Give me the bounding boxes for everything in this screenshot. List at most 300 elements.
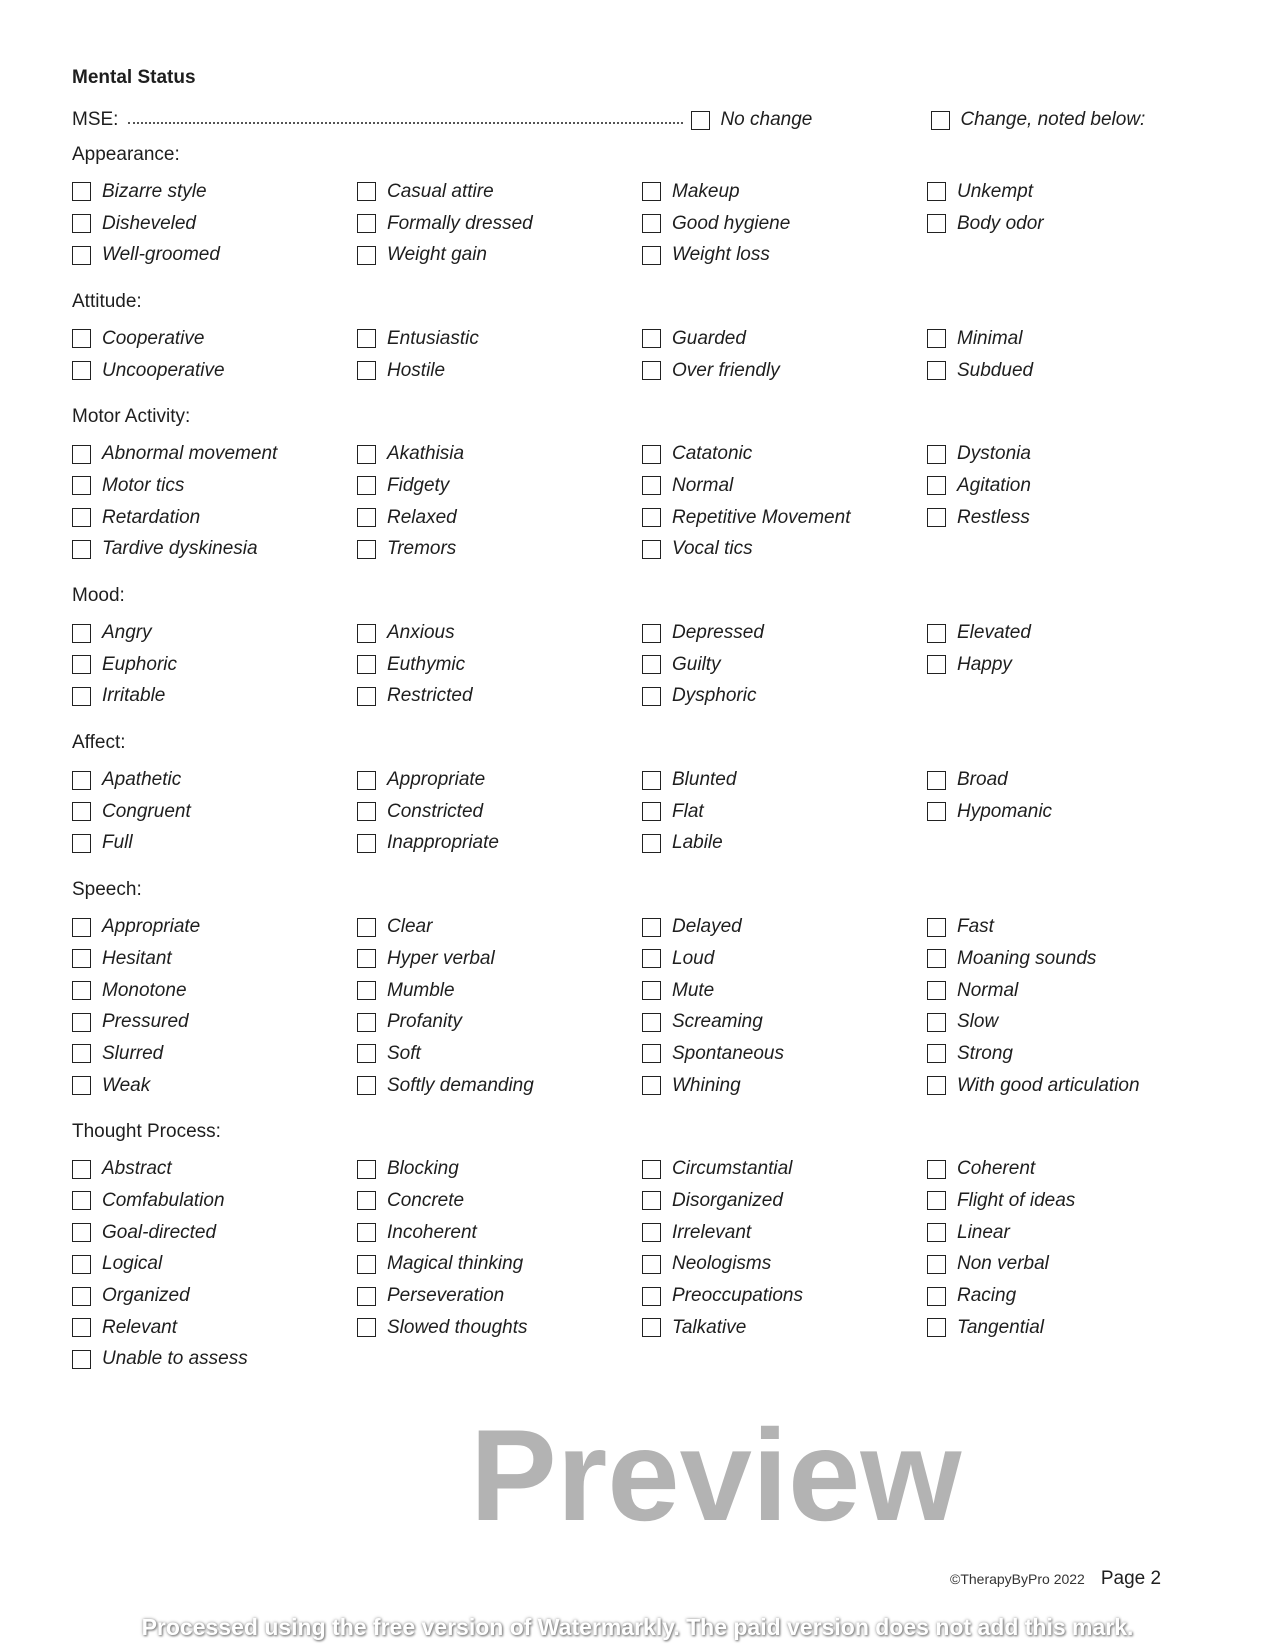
checkbox-item[interactable] xyxy=(357,1185,642,1217)
checkbox-icon[interactable] xyxy=(927,771,946,790)
checkbox-grid xyxy=(72,323,1232,386)
checkbox-label: Vocal tics xyxy=(672,538,753,560)
checkbox-icon[interactable] xyxy=(72,1013,91,1032)
checkbox-icon[interactable] xyxy=(642,1318,661,1337)
checkbox-icon[interactable] xyxy=(72,802,91,821)
checkbox-label: Unable to assess xyxy=(102,1348,248,1370)
section-heading: Motor Activity: xyxy=(72,406,191,428)
checkbox-label: Restricted xyxy=(387,685,473,707)
checkbox-item[interactable] xyxy=(357,649,642,681)
checklist-sections xyxy=(72,134,1232,1385)
checkbox-icon[interactable] xyxy=(72,981,91,1000)
checkbox-icon[interactable] xyxy=(642,214,661,233)
checkbox-label: Repetitive Movement xyxy=(672,506,851,528)
section-heading: Affect: xyxy=(72,732,126,754)
checkbox-item[interactable] xyxy=(642,534,927,566)
checkbox-icon[interactable] xyxy=(927,329,946,348)
option-label: No change xyxy=(720,109,813,130)
checkbox-item[interactable] xyxy=(642,1185,927,1217)
checkbox-icon[interactable] xyxy=(927,802,946,821)
checkbox-icon[interactable] xyxy=(357,476,376,495)
checkbox-label: Goal-directed xyxy=(102,1221,217,1243)
checkbox-icon[interactable] xyxy=(72,1044,91,1063)
checkbox-label: Moaning sounds xyxy=(957,947,1097,969)
checkbox-label: Anxious xyxy=(387,622,455,644)
checkbox-icon[interactable] xyxy=(642,1160,661,1179)
checkbox-icon[interactable] xyxy=(927,949,946,968)
checkbox-item[interactable] xyxy=(72,176,357,208)
checkbox-item[interactable] xyxy=(72,208,357,240)
checkbox-item[interactable] xyxy=(72,764,357,796)
checkbox-item[interactable] xyxy=(72,1070,357,1102)
checkbox-item[interactable] xyxy=(72,828,357,860)
checkbox-item[interactable] xyxy=(357,828,642,860)
checkbox-icon[interactable] xyxy=(642,834,661,853)
checkbox-icon[interactable] xyxy=(642,918,661,937)
checkbox-item[interactable] xyxy=(927,1217,1232,1249)
checkbox-icon[interactable] xyxy=(927,1223,946,1242)
checkbox-item[interactable] xyxy=(357,796,642,828)
checkbox-icon[interactable] xyxy=(72,1318,91,1337)
checkbox-icon[interactable] xyxy=(927,476,946,495)
checkbox-item[interactable] xyxy=(927,502,1232,534)
checkbox-icon[interactable] xyxy=(642,1013,661,1032)
checkbox-item[interactable] xyxy=(927,911,1232,943)
checkbox-icon[interactable] xyxy=(642,182,661,201)
checkbox-item[interactable] xyxy=(357,534,642,566)
checkbox-icon[interactable] xyxy=(642,624,661,643)
checkbox-label: Weight gain xyxy=(387,244,487,266)
checkbox-grid xyxy=(72,438,1232,565)
checkbox-icon[interactable] xyxy=(927,655,946,674)
checkbox-icon[interactable] xyxy=(642,771,661,790)
checkbox-icon[interactable] xyxy=(642,329,661,348)
checkbox-item[interactable] xyxy=(357,1006,642,1038)
checkbox-icon[interactable] xyxy=(927,1013,946,1032)
checkbox-icon[interactable] xyxy=(927,182,946,201)
checkbox-item[interactable] xyxy=(642,943,927,975)
checkbox-icon[interactable] xyxy=(72,214,91,233)
checkbox-icon[interactable] xyxy=(927,1191,946,1210)
checkbox-item[interactable] xyxy=(72,438,357,470)
checkbox-icon[interactable] xyxy=(642,1191,661,1210)
checkbox-item[interactable] xyxy=(642,502,927,534)
checkbox-label: Circumstantial xyxy=(672,1158,793,1180)
checkbox-icon[interactable] xyxy=(927,508,946,527)
checkbox-icon[interactable] xyxy=(642,655,661,674)
checkbox-icon[interactable] xyxy=(357,1044,376,1063)
checkbox-item[interactable] xyxy=(642,1070,927,1102)
checkbox-item[interactable] xyxy=(927,1006,1232,1038)
checkbox-item[interactable] xyxy=(72,1280,357,1312)
checkbox-item[interactable] xyxy=(357,764,642,796)
checkbox-item[interactable] xyxy=(357,502,642,534)
section-heading: Mood: xyxy=(72,585,125,607)
checkbox-item[interactable] xyxy=(642,617,927,649)
checkbox-icon[interactable] xyxy=(357,981,376,1000)
checkbox-item[interactable] xyxy=(357,176,642,208)
checkbox-item[interactable] xyxy=(72,1185,357,1217)
checkbox-label: Racing xyxy=(957,1285,1017,1307)
checkbox-icon[interactable] xyxy=(72,834,91,853)
watermarkly-notice: Processed using the free version of Watermarkly. The paid version does not add this mark. xyxy=(141,1614,1134,1640)
checkbox-item[interactable] xyxy=(72,649,357,681)
checkbox-item[interactable] xyxy=(72,617,357,649)
checkbox-label: Strong xyxy=(957,1042,1013,1064)
checkbox-icon[interactable] xyxy=(72,1160,91,1179)
checkbox-label: Talkative xyxy=(672,1316,747,1338)
checkbox-icon[interactable] xyxy=(927,1318,946,1337)
checkbox-item[interactable] xyxy=(642,796,927,828)
section-heading: Thought Process: xyxy=(72,1121,221,1143)
checkbox-item[interactable] xyxy=(357,1038,642,1070)
checkbox-item[interactable] xyxy=(72,796,357,828)
checkbox-item[interactable] xyxy=(357,975,642,1007)
checkbox-grid xyxy=(72,176,1232,271)
checkbox-grid xyxy=(72,1153,1232,1375)
checkbox-item[interactable] xyxy=(642,1038,927,1070)
checkbox-item[interactable] xyxy=(357,470,642,502)
checkbox-item[interactable] xyxy=(927,943,1232,975)
option-label: Change, noted below: xyxy=(960,109,1146,130)
section-thought-process xyxy=(72,1111,1232,1385)
checkbox-item[interactable] xyxy=(642,323,927,355)
checkbox-label: Delayed xyxy=(672,916,742,938)
checkbox-item[interactable] xyxy=(642,1249,927,1281)
checkbox-label: Makeup xyxy=(672,180,740,202)
checkbox-item[interactable] xyxy=(357,911,642,943)
checkbox-item[interactable] xyxy=(642,208,927,240)
checkbox-grid xyxy=(72,617,1232,712)
checkbox-label: Normal xyxy=(957,979,1019,1001)
checkbox-icon[interactable] xyxy=(72,329,91,348)
checkbox-icon[interactable] xyxy=(642,1223,661,1242)
checkbox-icon[interactable] xyxy=(642,1255,661,1274)
checkbox-icon[interactable] xyxy=(642,476,661,495)
checkbox-label: Guilty xyxy=(672,653,721,675)
checkbox-item[interactable] xyxy=(357,239,642,271)
checkbox-icon[interactable] xyxy=(357,949,376,968)
checkbox-icon[interactable] xyxy=(72,771,91,790)
checkbox-item[interactable] xyxy=(642,470,927,502)
checkbox-item[interactable] xyxy=(357,438,642,470)
checkbox-label: Clear xyxy=(387,916,433,938)
checkbox-icon[interactable] xyxy=(927,445,946,464)
checkbox-icon[interactable] xyxy=(357,1013,376,1032)
checkbox-label: Weak xyxy=(102,1074,151,1096)
checkbox-item[interactable] xyxy=(927,649,1232,681)
mse-row xyxy=(72,107,1212,133)
checkbox-item[interactable] xyxy=(927,1249,1232,1281)
section-spacer xyxy=(72,859,1232,869)
checkbox-icon[interactable] xyxy=(72,540,91,559)
checkbox-item[interactable] xyxy=(927,1038,1232,1070)
checkbox-icon[interactable] xyxy=(642,246,661,265)
checkbox-icon[interactable] xyxy=(357,1223,376,1242)
checkbox-label: Coherent xyxy=(957,1158,1036,1180)
checkbox-icon[interactable] xyxy=(927,1160,946,1179)
checkbox-item[interactable] xyxy=(72,681,357,713)
checkbox-icon[interactable] xyxy=(72,1350,91,1369)
checkbox-label: Minimal xyxy=(957,327,1023,349)
checkbox-icon[interactable] xyxy=(927,1076,946,1095)
checkbox-icon[interactable] xyxy=(72,476,91,495)
checkbox-icon[interactable] xyxy=(72,1255,91,1274)
checkbox-icon[interactable] xyxy=(357,214,376,233)
checkbox-item[interactable] xyxy=(642,1217,927,1249)
checkbox-icon[interactable] xyxy=(357,1318,376,1337)
checkbox-label: Angry xyxy=(102,622,152,644)
checkbox-item[interactable] xyxy=(642,764,927,796)
checkbox-label: Akathisia xyxy=(387,443,465,465)
checkbox-icon[interactable] xyxy=(691,111,710,130)
checkbox-icon[interactable] xyxy=(357,624,376,643)
checkbox-icon[interactable] xyxy=(72,508,91,527)
checkbox-item[interactable] xyxy=(357,1217,642,1249)
section-spacer xyxy=(72,1101,1232,1111)
checkbox-grid xyxy=(72,911,1232,1101)
section-mood xyxy=(72,575,1232,722)
checkbox-label: Depressed xyxy=(672,622,764,644)
page-number: Page 2 xyxy=(1100,1568,1162,1589)
change-noted-checkbox[interactable] xyxy=(931,109,1145,131)
checkbox-item[interactable] xyxy=(72,1038,357,1070)
checkbox-icon[interactable] xyxy=(642,1044,661,1063)
checkbox-icon[interactable] xyxy=(357,655,376,674)
checkbox-label: Happy xyxy=(957,653,1012,675)
checkbox-item[interactable] xyxy=(927,176,1232,208)
checkbox-item[interactable] xyxy=(927,1070,1232,1102)
checkbox-icon[interactable] xyxy=(642,508,661,527)
checkbox-item[interactable] xyxy=(357,1153,642,1185)
checkbox-label: Hesitant xyxy=(102,947,172,969)
checkbox-icon[interactable] xyxy=(642,687,661,706)
checkbox-icon[interactable] xyxy=(72,246,91,265)
checkbox-item[interactable] xyxy=(357,943,642,975)
checkbox-item[interactable] xyxy=(72,470,357,502)
no-change-checkbox[interactable] xyxy=(691,109,931,131)
checkbox-label: Flight of ideas xyxy=(957,1189,1076,1211)
checkbox-label: Slurred xyxy=(102,1042,164,1064)
checkbox-icon[interactable] xyxy=(357,361,376,380)
checkbox-label: Hypomanic xyxy=(957,800,1053,822)
checkbox-icon[interactable] xyxy=(72,1223,91,1242)
section-spacer xyxy=(72,386,1232,396)
checkbox-item[interactable] xyxy=(927,975,1232,1007)
checkbox-label: Perseveration xyxy=(387,1285,505,1307)
checkbox-icon[interactable] xyxy=(72,624,91,643)
checkbox-label: Restless xyxy=(957,506,1030,528)
checkbox-icon[interactable] xyxy=(927,1044,946,1063)
checkbox-label: Relaxed xyxy=(387,506,457,528)
preview-watermark: Preview xyxy=(470,1402,962,1548)
checkbox-icon[interactable] xyxy=(72,918,91,937)
checkbox-item[interactable] xyxy=(927,796,1232,828)
checkbox-item[interactable] xyxy=(72,943,357,975)
checkbox-item[interactable] xyxy=(642,355,927,387)
checkbox-icon[interactable] xyxy=(927,214,946,233)
checkbox-label: Tangential xyxy=(957,1316,1044,1338)
checkbox-icon[interactable] xyxy=(357,771,376,790)
checkbox-icon[interactable] xyxy=(72,1191,91,1210)
checkbox-label: Inappropriate xyxy=(387,832,499,854)
checkbox-item[interactable] xyxy=(72,323,357,355)
checkbox-label: Slow xyxy=(957,1011,999,1033)
checkbox-label: Magical thinking xyxy=(387,1253,524,1275)
checkbox-item[interactable] xyxy=(72,502,357,534)
checkbox-label: Over friendly xyxy=(672,359,780,381)
checkbox-item[interactable] xyxy=(642,1153,927,1185)
checkbox-icon[interactable] xyxy=(72,1287,91,1306)
checkbox-item[interactable] xyxy=(927,355,1232,387)
checkbox-icon[interactable] xyxy=(357,918,376,937)
checkbox-label: Blocking xyxy=(387,1158,459,1180)
checkbox-item[interactable] xyxy=(72,1312,357,1344)
checkbox-item[interactable] xyxy=(642,681,927,713)
checkbox-item[interactable] xyxy=(357,1312,642,1344)
checkbox-item[interactable] xyxy=(72,1344,357,1376)
checkbox-item[interactable] xyxy=(357,1249,642,1281)
checkbox-label: Cooperative xyxy=(102,327,205,349)
checkbox-item[interactable] xyxy=(927,208,1232,240)
copyright: ©TherapyByPro 2022 xyxy=(950,1571,1085,1587)
checkbox-item[interactable] xyxy=(357,323,642,355)
checkbox-label: Disheveled xyxy=(102,212,196,234)
checkbox-icon[interactable] xyxy=(357,540,376,559)
checkbox-item[interactable] xyxy=(357,1280,642,1312)
checkbox-icon[interactable] xyxy=(642,802,661,821)
checkbox-item[interactable] xyxy=(642,1280,927,1312)
checkbox-label: Neologisms xyxy=(672,1253,772,1275)
checkbox-icon[interactable] xyxy=(357,182,376,201)
checkbox-item[interactable] xyxy=(927,1280,1232,1312)
checkbox-item[interactable] xyxy=(357,1070,642,1102)
checkbox-item[interactable] xyxy=(927,1312,1232,1344)
checkbox-icon[interactable] xyxy=(357,1076,376,1095)
checkbox-item[interactable] xyxy=(72,355,357,387)
checkbox-item[interactable] xyxy=(72,1153,357,1185)
checkbox-icon[interactable] xyxy=(357,687,376,706)
checkbox-item[interactable] xyxy=(642,828,927,860)
checkbox-icon[interactable] xyxy=(72,361,91,380)
checkbox-icon[interactable] xyxy=(927,1255,946,1274)
checkbox-item[interactable] xyxy=(927,470,1232,502)
checkbox-icon[interactable] xyxy=(642,981,661,1000)
checkbox-icon[interactable] xyxy=(927,361,946,380)
section-attitude xyxy=(72,281,1232,396)
checkbox-label: Guarded xyxy=(672,327,746,349)
checkbox-item[interactable] xyxy=(927,438,1232,470)
section-spacer xyxy=(72,712,1232,722)
checkbox-icon[interactable] xyxy=(357,445,376,464)
checkbox-item[interactable] xyxy=(357,208,642,240)
checkbox-icon[interactable] xyxy=(642,1076,661,1095)
checkbox-icon[interactable] xyxy=(642,1287,661,1306)
checkbox-label: Formally dressed xyxy=(387,212,533,234)
checkbox-icon[interactable] xyxy=(357,1287,376,1306)
checkbox-grid xyxy=(72,764,1232,859)
checkbox-label: Good hygiene xyxy=(672,212,791,234)
checkbox-label: Appropriate xyxy=(387,769,486,791)
checkbox-item[interactable] xyxy=(927,323,1232,355)
checkbox-icon[interactable] xyxy=(72,445,91,464)
checkbox-item[interactable] xyxy=(72,239,357,271)
checkbox-icon[interactable] xyxy=(357,508,376,527)
checkbox-icon[interactable] xyxy=(931,111,950,130)
checkbox-icon[interactable] xyxy=(357,1160,376,1179)
checkbox-item[interactable] xyxy=(927,617,1232,649)
checkbox-label: Loud xyxy=(672,947,715,969)
checkbox-label: Full xyxy=(102,832,133,854)
section-heading: Attitude: xyxy=(72,291,142,313)
checkbox-item[interactable] xyxy=(357,617,642,649)
checkbox-icon[interactable] xyxy=(642,949,661,968)
checkbox-icon[interactable] xyxy=(927,981,946,1000)
checkbox-icon[interactable] xyxy=(927,918,946,937)
checkbox-item[interactable] xyxy=(642,176,927,208)
checkbox-label: Spontaneous xyxy=(672,1042,784,1064)
checkbox-icon[interactable] xyxy=(642,361,661,380)
checkbox-item[interactable] xyxy=(642,1006,927,1038)
checkbox-item[interactable] xyxy=(72,1217,357,1249)
checkbox-label: Pressured xyxy=(102,1011,189,1033)
checkbox-icon[interactable] xyxy=(357,802,376,821)
checkbox-label: Dystonia xyxy=(957,443,1031,465)
checkbox-item[interactable] xyxy=(927,1185,1232,1217)
checkbox-icon[interactable] xyxy=(72,949,91,968)
checkbox-item[interactable] xyxy=(357,355,642,387)
checkbox-item[interactable] xyxy=(72,975,357,1007)
checkbox-label: With good articulation xyxy=(957,1074,1140,1096)
checkbox-icon[interactable] xyxy=(357,246,376,265)
checkbox-item[interactable] xyxy=(72,911,357,943)
checkbox-icon[interactable] xyxy=(927,624,946,643)
checkbox-label: Entusiastic xyxy=(387,327,479,349)
checkbox-label: Flat xyxy=(672,800,704,822)
page-title: Mental Status xyxy=(72,67,196,88)
checkbox-icon[interactable] xyxy=(357,834,376,853)
checkbox-item[interactable] xyxy=(642,649,927,681)
checkbox-item[interactable] xyxy=(72,534,357,566)
checkbox-item[interactable] xyxy=(642,1312,927,1344)
checkbox-item[interactable] xyxy=(927,1153,1232,1185)
checkbox-item[interactable] xyxy=(642,975,927,1007)
checkbox-icon[interactable] xyxy=(72,687,91,706)
checkbox-item[interactable] xyxy=(927,764,1232,796)
checkbox-label: Elevated xyxy=(957,622,1031,644)
checkbox-label: Incoherent xyxy=(387,1221,477,1243)
checkbox-icon[interactable] xyxy=(72,182,91,201)
checkbox-item[interactable] xyxy=(642,239,927,271)
checkbox-label: Slowed thoughts xyxy=(387,1316,528,1338)
checkbox-icon[interactable] xyxy=(642,445,661,464)
section-affect xyxy=(72,722,1232,869)
checkbox-item[interactable] xyxy=(72,1249,357,1281)
checkbox-icon[interactable] xyxy=(72,1076,91,1095)
checkbox-icon[interactable] xyxy=(72,655,91,674)
checkbox-item[interactable] xyxy=(642,911,927,943)
checkbox-label: Abnormal movement xyxy=(102,443,278,465)
checkbox-item[interactable] xyxy=(642,438,927,470)
checkbox-icon[interactable] xyxy=(927,1287,946,1306)
checkbox-icon[interactable] xyxy=(357,1191,376,1210)
checkbox-label: Casual attire xyxy=(387,180,494,202)
checkbox-item[interactable] xyxy=(72,1006,357,1038)
checkbox-icon[interactable] xyxy=(642,540,661,559)
checkbox-icon[interactable] xyxy=(357,329,376,348)
checkbox-icon[interactable] xyxy=(357,1255,376,1274)
checkbox-item[interactable] xyxy=(357,681,642,713)
